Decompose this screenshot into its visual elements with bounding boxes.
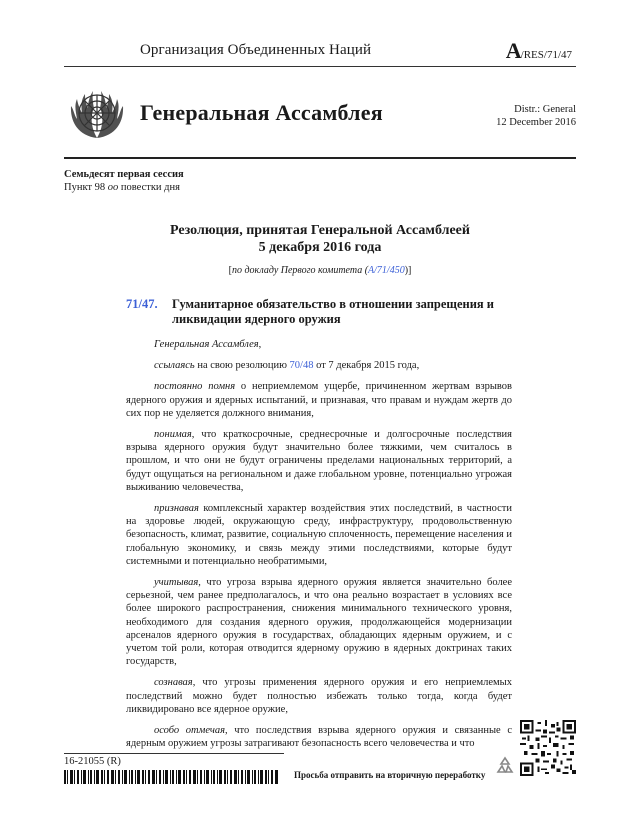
qr-code-icon <box>520 720 576 776</box>
paragraph-lead: признавая <box>154 503 199 515</box>
report-text: по докладу Первого комитета ( <box>231 265 369 276</box>
paragraph <box>126 359 512 372</box>
symbol-letter: A <box>505 38 521 63</box>
session-info <box>64 168 184 194</box>
paragraph-text: комплексный характер воздействия этих последствий, в частности на здоровье людей, окружающую среду, инфраструктуру, продовольственную безопасность, климат, развитие, социальную сплоченность, перемещение населения и глобальную экономику, и связь между этими последствиями, которые будут системными и потенциально необратимыми, <box>126 503 512 567</box>
report-reference <box>64 265 576 276</box>
recycle-icon <box>494 755 516 777</box>
resolution-body <box>126 338 512 758</box>
heading-line-2: 5 декабря 2016 года <box>258 240 382 255</box>
paragraph <box>126 338 512 351</box>
paragraph-text: о неприемлемом ущербе, причиненном жертвам взрывов ядерного оружия и ядерных испытаний, и признавая, что правам и нуждам жертв до сих пор не уделяется должного внимания, <box>126 381 512 419</box>
paragraph-text: , что угроза взрыва ядерного оружия является значительно более серьезной, чем ранее предполагалось, и что она реально возрастает в условиях все более широкого распространения, снижения минимального технического уровня, необходимого для создания ядерного оружия, продолжающейся модернизации арсеналов ядерного оружия в государствах, обладающих ядерным оружием, и с учетом той роли, которая отводится ядерному оружию в ядерных доктринах таких государств, <box>126 577 512 668</box>
resolution-link[interactable]: 70/48 <box>289 360 314 372</box>
agenda-item-ital: оо <box>107 182 119 193</box>
paragraph <box>126 502 512 568</box>
paragraph-lead: сознавая <box>154 677 193 689</box>
paragraph-text: на свою резолюцию <box>194 360 290 372</box>
symbol-number: /RES/71/47 <box>520 49 572 61</box>
paragraph-lead: учитывая <box>154 577 199 589</box>
recycle-notice: Просьба отправить на вторичную переработку <box>294 770 486 780</box>
header-rule <box>64 66 576 67</box>
report-bracket-open: [ <box>228 265 232 276</box>
paragraph-lead: понимая <box>154 429 192 441</box>
assembly-name: Генеральная Ассамблея <box>140 100 383 125</box>
distribution-label: Distr.: General <box>514 104 576 115</box>
report-link[interactable]: A/71/450 <box>368 265 405 276</box>
report-bracket-close: )] <box>404 265 412 276</box>
barcode-icon <box>64 770 278 784</box>
paragraph-text: , <box>258 339 262 350</box>
paragraph <box>126 676 512 716</box>
masthead-rule <box>64 157 576 159</box>
document-date: 12 December 2016 <box>496 117 576 128</box>
agenda-item-prefix: Пункт 98 <box>64 182 108 193</box>
paragraph <box>126 428 512 494</box>
paragraph-text: , что краткосрочные, среднесрочные и долгосрочные последствия взрыва ядерного оружия будут значительно более тяжкими, чем считалось в прошлом, и что они не будут ограничены пределами национальных территорий, а будут ощущаться на региональном и даже глобальном уровне, потенциально угрожая выживанию человечества, <box>126 429 512 493</box>
paragraph <box>126 380 512 420</box>
un-emblem-icon <box>66 82 128 144</box>
session-name: Семьдесят первая сессия <box>64 169 184 180</box>
paragraph-lead: постоянно помня <box>154 381 236 393</box>
distribution-info <box>496 103 576 129</box>
paragraph <box>126 724 512 750</box>
agenda-item <box>64 181 184 194</box>
paragraph-text: от 7 декабря 2015 года, <box>313 360 420 372</box>
resolution-number: 71/47. <box>126 297 158 311</box>
paragraph-lead: особо отмечая <box>154 725 225 737</box>
organization-name: Организация Объединенных Наций <box>140 42 372 58</box>
document-number: 16-21055 (R) <box>64 756 121 767</box>
paragraph-text: , что угрозы применения ядерного оружия и его неприемлемых последствий можно будет полностью избежать только тогда, когда будет ликвидировано все ядерное оружие, <box>126 677 512 715</box>
paragraph-lead: ссылаясь <box>154 360 195 372</box>
paragraph-lead: Генеральная Ассамблея <box>154 339 259 350</box>
resolution-heading <box>64 222 576 256</box>
paragraph-text: , что последствия взрыва ядерного оружия и связанные с ядерным оружием угрозы затрагивают безопасность всего человечества и что <box>126 725 512 750</box>
agenda-item-suffix: повестки дня <box>118 182 180 193</box>
heading-line-1: Резолюция, принятая Генеральной Ассамблеей <box>170 223 470 238</box>
paragraph <box>126 576 512 668</box>
resolution-title: Гуманитарное обязательство в отношении запрещения и ликвидации ядерного оружия <box>172 297 494 326</box>
document-symbol <box>506 38 572 64</box>
footer-rule <box>64 753 284 754</box>
